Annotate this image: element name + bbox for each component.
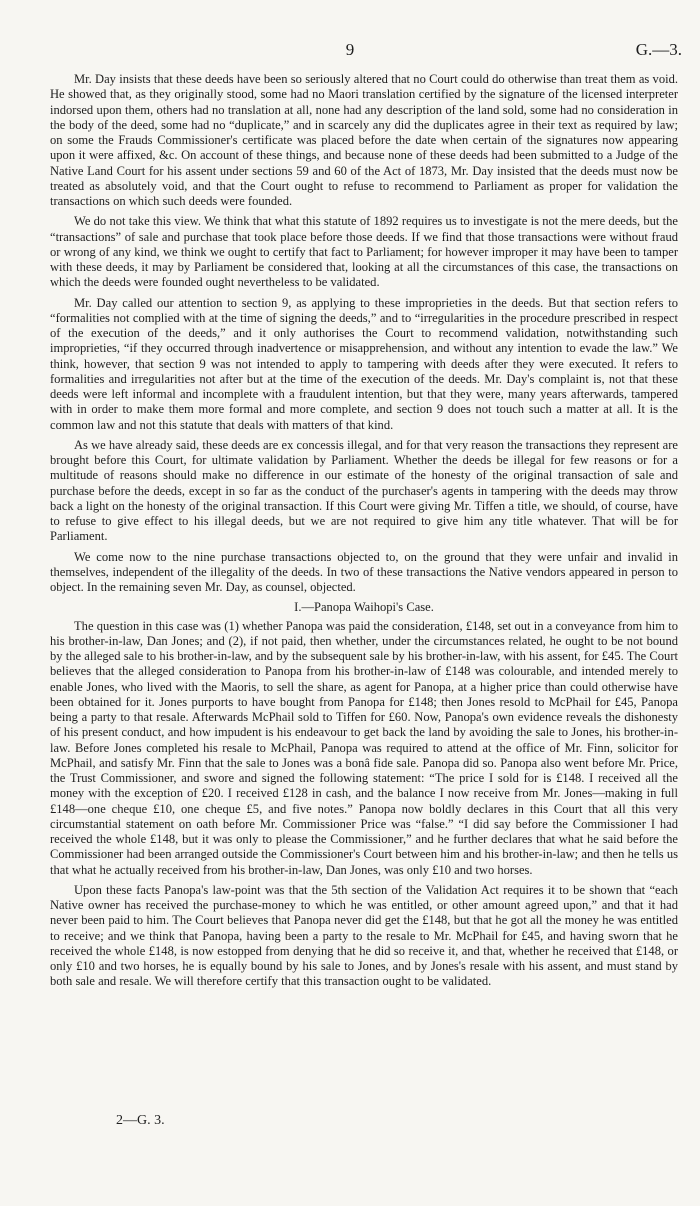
sheet-signature: 2—G. 3. <box>116 1113 165 1128</box>
paragraph: We come now to the nine purchase transactions objected to, on the ground that they were unfair and invalid in themselves, independent of the illegality of the deeds. In two of these transactions the Native vendors appeared in person to object. In the remaining seven Mr. Day, as counsel, objected. <box>50 549 678 594</box>
paragraph: Upon these facts Panopa's law-point was that the 5th section of the Validation Act requires it to be shown that “each Native owner has received the purchase-money to which he was entitled, or other amount agreed upon,” and that it had never been paid to him. The Court believes that Panopa never did get the £148, but that he got all the money he was entitled to receive; and we think that Panopa, having been a party to the resale to Mr. McPhail for £45, and having sworn that he received the whole £148, is now estopped from denying that he did so receive it, and that, whether he received that £148, or only £10 and two horses, he is equally bound by his sale to Jones, and by Jones's resale with his assent, and must stand by both sale and resale. We will therefore certify that this transaction ought to be validated. <box>50 882 678 989</box>
paragraph: The question in this case was (1) whether Panopa was paid the consideration, £148, set out in a conveyance from him to his brother-in-law, Dan Jones; and (2), if not paid, then whether, under the circumstances related, he ought to be not bound by the alleged sale to his brother-in-law, and by the subsequent sale by his brother-in-law, with his assent, for £45. The Court believes that the alleged consideration to Panopa from his brother-in-law of £148 was colourable, and intended merely to enable Jones, who lived with the Maoris, to sell the share, as agent for Panopa, at a higher price than could otherwise have been obtained for it. Jones purports to have bought from Panopa for £148; then Jones resold to McPhail for £45, Panopa being a party to that resale. Afterwards McPhail sold to Tiffen for £60. Now, Panopa's own evidence reveals the dishonesty of his present conduct, and how impudent is his endeavour to get back the land by avoiding the sale to Jones, his brother-in-law. Before Jones completed his resale to McPhail, Panopa was required to attend at the office of Mr. Finn, solicitor for McPhail, and satisfy Mr. Finn that the sale to Jones was a bonâ fide sale. Panopa did so. Panopa also went before Mr. Price, the Trust Commissioner, and swore and signed the following statement: “The price I sold for is £148. I received all the money with the exception of £20. I received £128 in cash, and the balance I now receive from Mr. Jones—making in full £148—one cheque £10, one cheque £5, and five notes.” Panopa now boldly declares in this Court that all this very circumstantial statement on oath before Mr. Commissioner Price was “false.” “I did say before the Commissioner I had received the whole £148, but it was only to please the Commissioner,” and he further declares that what he said before the Commissioner had been arranged outside the Commissioner's Court between him and his brother-in-law; and then he tells us that what he actually received from his brother-in-law, Dan Jones, was only £10 and two horses. <box>50 618 678 877</box>
page-number: 9 <box>345 40 355 59</box>
paragraph: Mr. Day insists that these deeds have been so seriously altered that no Court could do otherwise than treat them as void. He showed that, as they originally stood, some had no Maori translation certified by the signature of the licensed interpreter indorsed upon them, others had no translation at all, none had any description of the land sold, some had no consideration in the body of the deed, some had no “duplicate,” and in scarcely any did the duplicates agree in their text as required by law; on some the Frauds Commissioner's certificate was placed before the date when certain of the signatures now appearing upon it were affixed, &c. On account of these things, and because none of these deeds had been submitted to a Judge of the Native Land Court for his assent under sections 59 and 60 of the Act of 1873, Mr. Day insisted that the deeds must now be treated as absolutely void, and that the Court ought to refuse to recommend to Parliament as proper for validation the transactions on which such deeds were founded. <box>50 72 678 208</box>
section-heading: I.—Panopa Waihopi's Case. <box>294 600 434 615</box>
paragraph: As we have already said, these deeds are ex concessis illegal, and for that very reason the transactions they represent are brought before this Court, for ultimate validation by Parliament. Whether the deeds be illegal for few reasons or for a multitude of reasons should make no difference in our estimate of the honesty of the original transaction of sale and purchase before the deeds, except in so far as the conduct of the purchaser's agents in tampering with the deeds may throw back a light on the honesty of the original transaction. If this Court were giving Mr. Tiffen a title, we should, of course, have to refuse to give effect to his illegal deeds, but we are not required to give him any title whatever. That will be for Parliament. <box>50 437 678 544</box>
paragraph: Mr. Day called our attention to section 9, as applying to these improprieties in the deeds. But that section refers to “formalities not complied with at the time of signing the deeds,” and to “irregularities in the procedure prescribed in respect of the execution of the deeds,” and it only authorises the Court to recommend validation, notwithstanding such improprieties, “if they occurred through inadvertence or misapprehension, and without any intention to evade the law.” We think, however, that section 9 was not intended to apply to tampering with deeds after they were executed. It refers to formalities and irregularities not after but at the time of the execution of the deeds. Mr. Day's complaint is, not that these deeds were left informal and incomplete with a fraudulent intention, but that they were, many years afterwards, tampered with in order to make them more formal and more complete, and section 9 does not touch such a matter at all. It is the common law and not this statute that deals with matters of that kind. <box>50 295 678 432</box>
document-reference: G.—3. <box>635 40 682 59</box>
body-text <box>50 72 678 995</box>
paragraph: We do not take this view. We think that what this statute of 1892 requires us to investigate is not the mere deeds, but the “transactions” of sale and purchase that took place before those deeds. If we find that those transactions were without fraud or wrong of any kind, we think we ought to certify that fact to Parliament; for however improper it may have been to tamper with these deeds, it may by Parliament be considered that, looking at all the circumstances of this case, the transactions on which the deeds were founded ought nevertheless to be validated. <box>50 214 678 290</box>
